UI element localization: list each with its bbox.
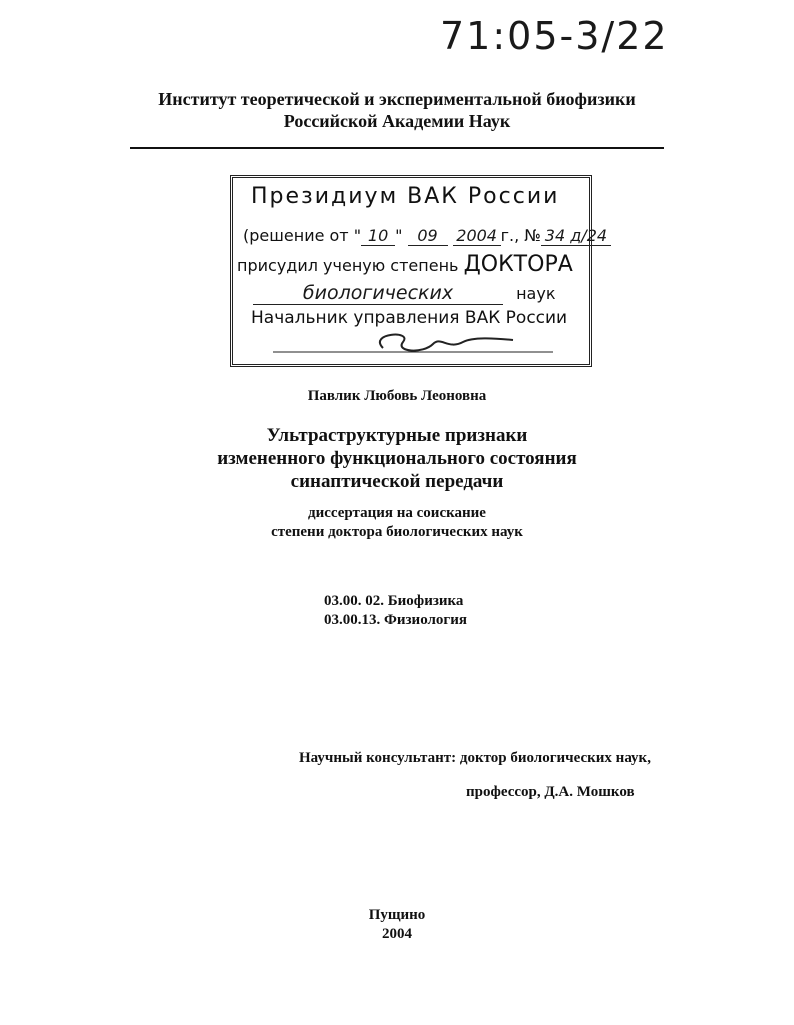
stamp-decision-quote: " xyxy=(395,226,403,245)
title-line-3: синаптической передачи xyxy=(290,471,504,492)
handwritten-archive-number: 71:05-3/22 xyxy=(440,14,669,58)
dissertation-title xyxy=(0,424,794,493)
specialties xyxy=(324,592,467,630)
stamp-awarded-line xyxy=(237,252,573,277)
year: 2004 xyxy=(382,926,412,942)
dissertation-subtitle xyxy=(0,504,794,542)
institute-name-line2: Российской Академии Наук xyxy=(283,111,511,131)
stamp-head-title: Начальник управления ВАК России xyxy=(251,308,568,328)
stamp-signature xyxy=(273,328,573,360)
consultant-line: Научный консультант: доктор биологических наук, xyxy=(299,750,651,766)
institute-name-line1: Институт теоретической и экспериментальной биофизики xyxy=(158,89,636,109)
stamp-field-line xyxy=(253,282,556,305)
stamp-field-suffix: наук xyxy=(516,284,556,303)
stamp-degree: ДОКТОРА xyxy=(463,252,573,277)
specialty-physiology: 03.00.13. Физиология xyxy=(324,612,467,628)
specialty-biophysics: 03.00. 02. Биофизика xyxy=(324,593,464,609)
title-line-2: измененного функционального состояния xyxy=(217,448,577,469)
subtitle-line-1: диссертация на соискание xyxy=(308,505,486,521)
subtitle-line-2: степени доктора биологических наук xyxy=(271,524,523,540)
place: Пущино xyxy=(368,907,426,923)
stamp-decision-line xyxy=(243,226,611,246)
stamp-decision-month: 09 xyxy=(408,226,448,246)
stamp-decision-prefix: (решение от " xyxy=(243,226,362,245)
stamp-decision-number: 34 д/24 xyxy=(541,226,611,246)
stamp-decision-year: 2004 xyxy=(453,226,501,246)
vak-stamp xyxy=(230,175,608,367)
title-line-1: Ультраструктурные признаки xyxy=(266,425,528,446)
header-divider xyxy=(130,147,664,149)
stamp-field-handwritten: биологических xyxy=(253,282,503,305)
author-name: Павлик Любовь Леоновна xyxy=(307,388,487,404)
stamp-decision-day: 10 xyxy=(361,226,395,246)
stamp-decision-year-suffix: г., № xyxy=(500,226,541,245)
place-and-year xyxy=(0,906,794,944)
consultant-name: профессор, Д.А. Мошков xyxy=(466,784,635,800)
stamp-awarded-text: присудил ученую степень xyxy=(237,256,459,275)
stamp-title: Президиум ВАК России xyxy=(251,184,560,209)
